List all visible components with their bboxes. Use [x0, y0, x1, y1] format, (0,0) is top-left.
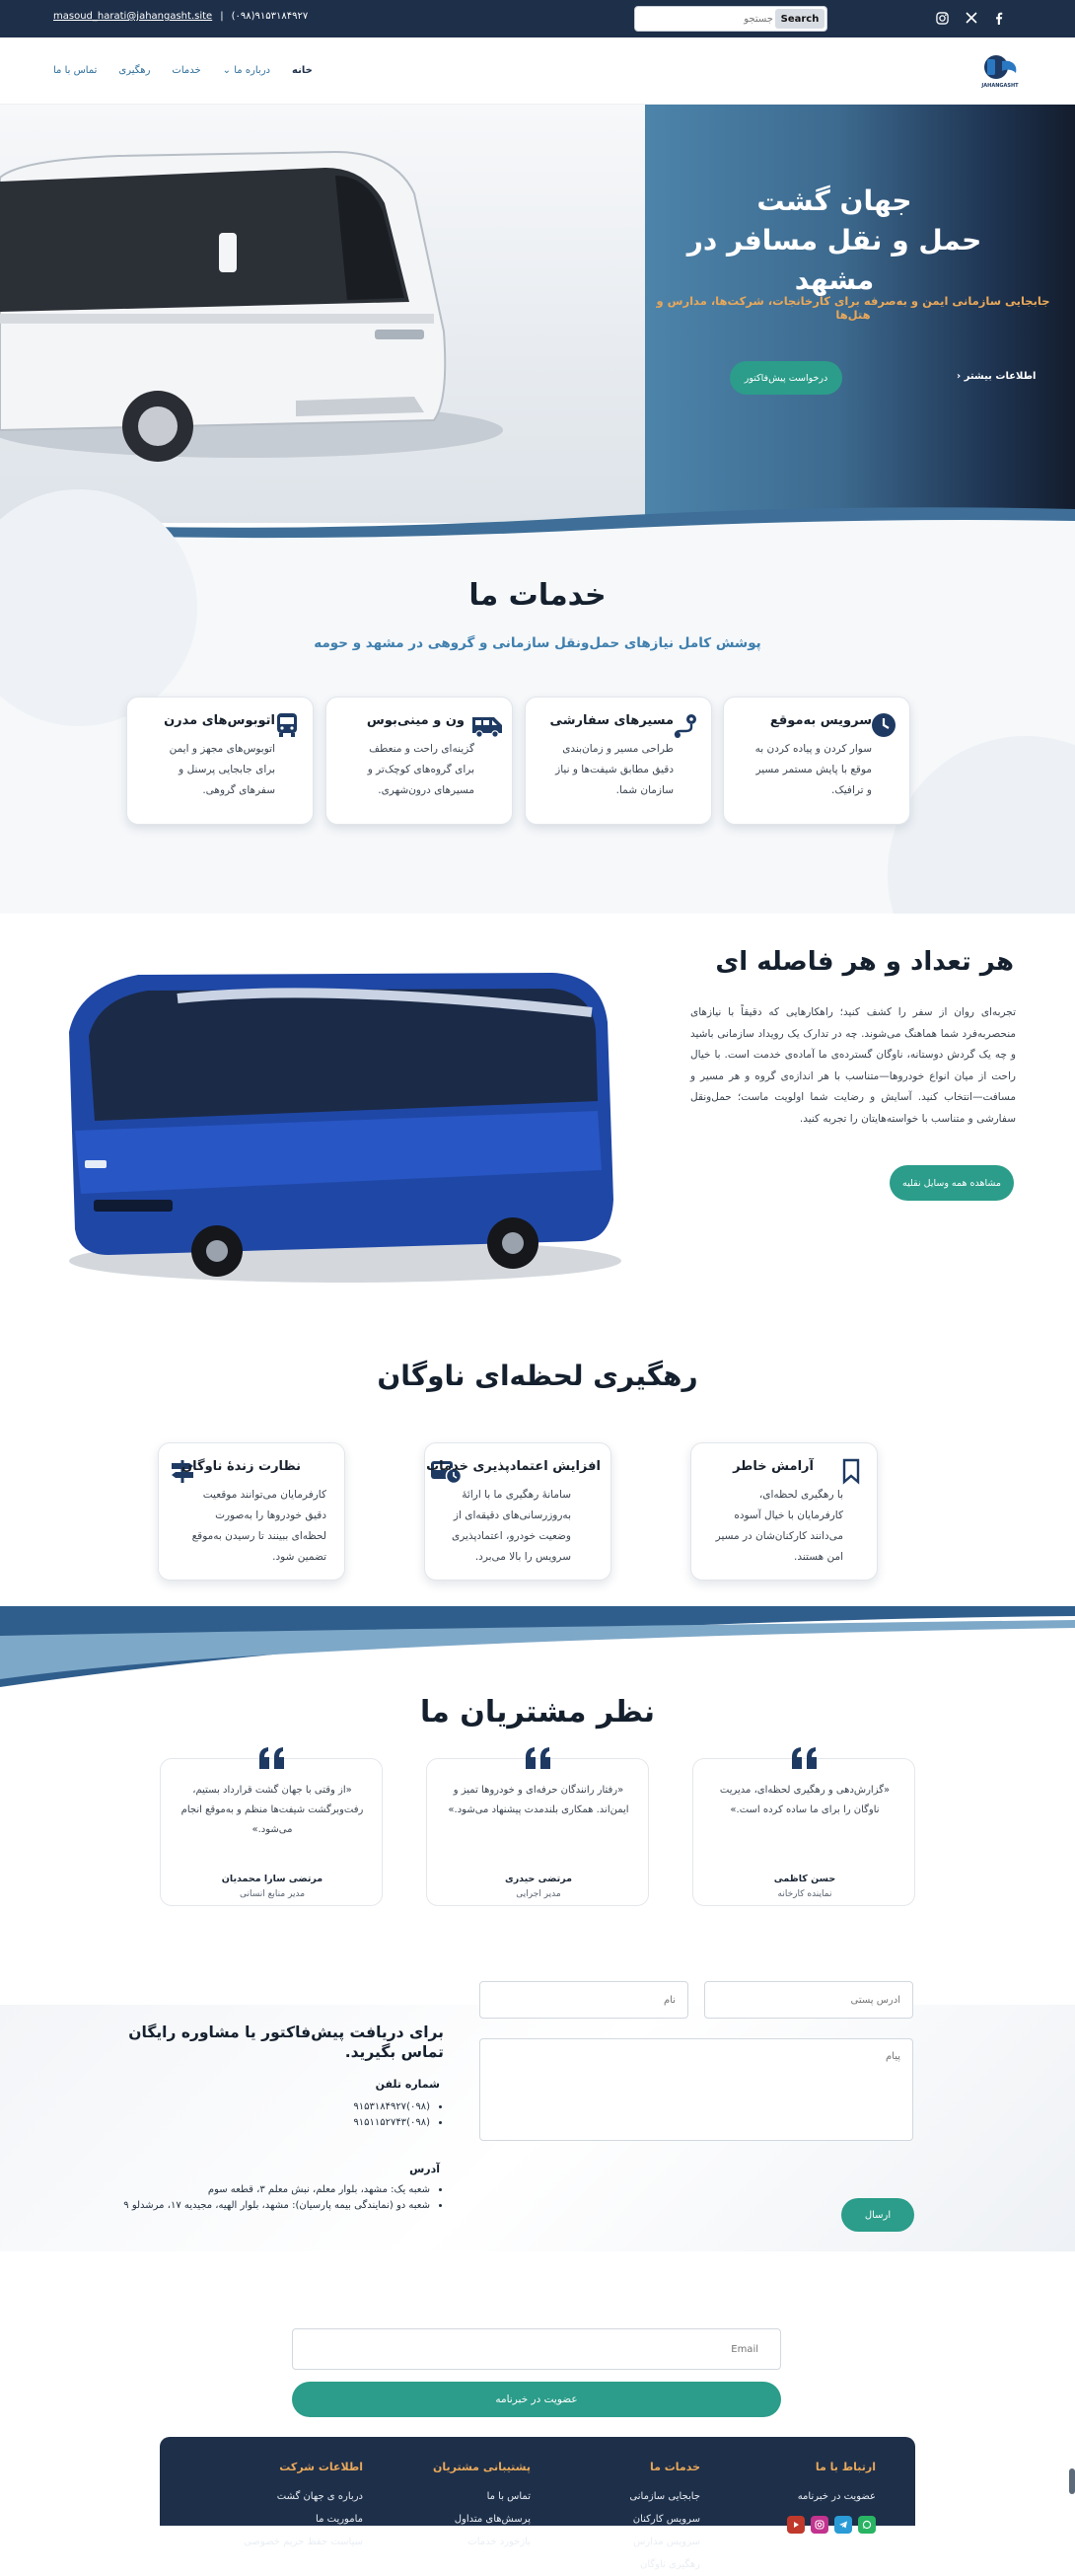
hero-image-pane [0, 105, 645, 523]
whatsapp-icon[interactable] [858, 2516, 876, 2534]
phone-item: • (۰۹۸)۹۱۵۳۱۸۴۹۲۷ [353, 2099, 430, 2115]
newsletter-subscribe-button[interactable]: عضویت در خبرنامه [292, 2382, 781, 2417]
top-bar [0, 0, 1075, 37]
footer-heading: پشتیبانی مشتریان [433, 2461, 531, 2473]
search-input[interactable] [639, 9, 773, 29]
testimonial-card [692, 1758, 915, 1906]
footer-link[interactable]: سیاست حفظ حریم خصوصی [244, 2537, 363, 2547]
quote-icon [790, 1745, 820, 1771]
postal-address-field[interactable] [704, 1981, 913, 2019]
testimonial-quote: «از وقتی با جهان گشت قرارداد بستیم، رفت‌وبرگشت شیفت‌ها منظم و به‌موقع انجام می‌شود.» [180, 1785, 364, 1835]
services-title: خدمات ما [468, 578, 607, 613]
address-item: • شعبه یک: مشهد، بلوار معلم، نبش معلم ۳، قطعه سوم [123, 2182, 430, 2198]
service-card-title: مسیرهای سفارشی [549, 713, 674, 728]
newsletter-email-field[interactable] [292, 2328, 781, 2370]
service-card-text: گزینه‌ای راحت و منعطف برای گروه‌های کوچک‌تر و مسیرهای درون‌شهری. [367, 743, 474, 796]
service-card-van[interactable] [325, 697, 513, 825]
view-fleet-button[interactable]: مشاهده همه وسایل نقلیه [890, 1165, 1014, 1201]
phone-item: • (۰۹۸)۹۱۵۱۱۵۲۷۴۳ [353, 2115, 430, 2131]
address-item: • شعبه دو (نمایندگی بیمه پارسیان): مشهد، بلوار الهیه، مجیدیه ۱۷، مرشدلو ۹ [123, 2198, 430, 2214]
separator: | [220, 11, 224, 22]
tracking-card-title: افزایش اعتمادپذیری خدمات [426, 1459, 601, 1474]
footer-col-services [629, 2461, 700, 2576]
services-section [0, 549, 1075, 914]
footer-link[interactable]: پرسش‌های متداول [454, 2514, 531, 2525]
send-button[interactable]: ارسال [841, 2198, 914, 2232]
hero-bus-image [0, 105, 645, 523]
tracking-card-peace-of-mind[interactable] [690, 1442, 878, 1581]
quote-icon [524, 1745, 553, 1771]
tracking-section [0, 1320, 1075, 1687]
quote-request-button[interactable]: درخواست پیش‌فاکتور [730, 361, 842, 395]
service-card-text: سوار کردن و پیاده کردن به موقع با پایش مستمر مسیر و ترافیک. [754, 743, 872, 796]
topbar-email-link[interactable]: masoud_harati@jahangasht.site [53, 11, 213, 22]
service-card-custom-routes[interactable] [525, 697, 712, 825]
services-subtitle: پوشش کامل نیازهای حمل‌ونقل سازمانی و گروهی در مشهد و حومه [314, 635, 761, 651]
search-button[interactable]: Search [775, 9, 824, 29]
footer-link[interactable]: درباره ی جهان گشت [276, 2491, 363, 2502]
testimonials-title: نظر مشتریان ما [419, 1695, 656, 1730]
facebook-icon[interactable] [990, 9, 1008, 27]
footer-col-support [433, 2461, 531, 2553]
phone-list [353, 2099, 444, 2131]
testimonial-name: مرتضی سارا محمدیان [221, 1874, 323, 1884]
footer-link[interactable]: سرویس مدارس [633, 2537, 700, 2547]
footer-heading: ارتباط با ما [815, 2461, 876, 2473]
testimonial-card [426, 1758, 649, 1906]
chevron-down-icon: ⌄ [222, 65, 235, 76]
route-icon [672, 711, 699, 739]
footer-link[interactable]: رهگیری ناوگان [640, 2559, 700, 2570]
testimonial-quote: «گزارش‌دهی و رهگیری لحظه‌ای، مدیریت ناوگان را برای ما ساده کرده است.» [719, 1785, 891, 1815]
nav-item-about-label: درباره ما [234, 65, 270, 76]
testimonial-name: حسن کاظمی [773, 1874, 836, 1884]
youtube-icon[interactable] [787, 2516, 805, 2534]
footer-link[interactable]: سرویس کارکنان [632, 2514, 700, 2525]
tracking-card-text: سامانهٔ رهگیری ما با ارائهٔ به‌روزرسانی‌های دقیقه‌ای از وضعیت خودرو، اعتمادپذیری سرویس را بالا می‌برد. [452, 1489, 571, 1563]
clock-icon [870, 711, 897, 739]
tracking-wave-divider [0, 1606, 1075, 1687]
footer-link[interactable]: جابجایی سازمانی [629, 2491, 700, 2502]
instagram-icon[interactable] [811, 2516, 828, 2534]
service-card-title: سرویس به‌موقع [769, 713, 872, 728]
nav-item-about[interactable] [223, 65, 270, 76]
tracking-card-text: کارفرمایان می‌توانند موقعیت دقیق خودروها را به‌صورت لحظه‌ای ببینند تا رسیدن به‌موقع تضمین شود. [191, 1489, 326, 1563]
footer-link[interactable]: تماس با ما [486, 2491, 531, 2502]
nav-item-services[interactable]: خدمات [172, 65, 201, 76]
topbar-phone: (۰۹۸)۹۱۵۳۱۸۴۹۲۷ [231, 11, 309, 22]
hero-section [0, 105, 1075, 549]
footer-col-connect [787, 2461, 876, 2534]
contact-title: برای دریافت پیش‌فاکتور یا مشاوره رایگان تماس بگیرید. [128, 2024, 444, 2061]
nav-item-tracking[interactable]: رهگیری [118, 65, 151, 76]
service-card-modern-bus[interactable] [126, 697, 314, 825]
message-field[interactable] [479, 2038, 913, 2141]
footer-link[interactable]: ماموریت ما [316, 2514, 363, 2525]
tracking-card-reliability[interactable] [424, 1442, 611, 1581]
bus-icon [273, 711, 301, 739]
logo-text: JAHANGASHT [981, 83, 1019, 89]
telegram-icon[interactable] [834, 2516, 852, 2534]
site-footer [160, 2437, 915, 2570]
service-card-ontime[interactable] [723, 697, 910, 825]
fleet-description: تجربه‌ای روان از سفر را کشف کنید؛ راهکارهایی که دقیقاً با نیازهای منحصربه‌فرد شما هماهنگ می‌شوند. چه در تدارک یک رویداد سازمانی باشید و چه یک گردش دوستانه، ناوگان گسترده‌ی ما آماده‌ی خدمت است. با خیال راحت از میان انواع خودروها—متناسب با هر اندازه‌ی گروه و هر مسیر و مسافت—انتخاب کنید. آسایش و رضایت شما اولویت ماست؛ حمل‌ونقل سفارشی و متناسب با خواسته‌هایتان را تجربه کنید. [690, 1006, 1016, 1125]
footer-heading: خدمات ما [649, 2461, 700, 2473]
footer-col-company [244, 2461, 363, 2553]
testimonial-role: مدیر اجرایی [516, 1889, 561, 1899]
service-card-text: اتوبوس‌های مجهز و ایمن برای جابجایی پرسنل و سفرهای گروهی. [169, 743, 275, 796]
site-logo[interactable] [978, 51, 1022, 91]
service-card-title: اتوبوس‌های مدرن [164, 713, 275, 728]
topbar-contact [53, 11, 308, 22]
footer-link-newsletter[interactable]: عضویت در خبرنامه [797, 2491, 876, 2502]
quote-icon [257, 1745, 287, 1771]
service-card-title: ون و مینی‌بوس [366, 713, 465, 728]
van-icon [470, 711, 504, 739]
footer-social-icons [787, 2516, 876, 2534]
testimonial-quote: «رفتار رانندگان حرفه‌ای و خودروها تمیز و ایمن‌اند. همکاری بلندمدت پیشنهاد می‌شود.» [448, 1785, 629, 1815]
testimonial-role: نماینده کارخانه [777, 1889, 832, 1899]
service-card-text: طراحی مسیر و زمان‌بندی دقیق مطابق شیفت‌ها و نیاز سازمان شما. [555, 743, 674, 796]
footer-heading: اطلاعات شرکت [279, 2461, 363, 2473]
address-label: آدرس [409, 2163, 440, 2175]
scrollbar-handle[interactable] [1069, 2468, 1075, 2494]
testimonial-name: مرتضی حیدری [504, 1874, 573, 1884]
blue-bus-image [0, 914, 673, 1320]
tracking-card-title: نظارت زندهٔ ناوگان [181, 1459, 301, 1474]
chevron-left-icon: ‹ [957, 371, 962, 382]
search-box [634, 6, 827, 32]
tracking-card-title: آرامش خاطر [733, 1459, 814, 1474]
footer-link[interactable]: بازخورد خدمات [467, 2537, 531, 2547]
nav-menu [53, 65, 313, 76]
hero-title-line2: حمل و نقل مسافر در مشهد [686, 224, 982, 296]
main-nav [0, 37, 1075, 105]
hero-subtitle: جابجایی سازمانی ایمن و به‌صرفه برای کارخانجات، شرکت‌ها، مدارس و هتل‌ها [656, 294, 1050, 322]
nav-item-home[interactable]: خانه [292, 65, 313, 76]
instagram-icon[interactable] [933, 9, 951, 27]
name-field[interactable] [479, 1981, 688, 2019]
phone-label: شماره تلفن [375, 2078, 440, 2091]
hero-title-line1: جهان گشت [756, 184, 912, 217]
nav-item-contact[interactable]: تماس با ما [53, 65, 98, 76]
fleet-section [0, 914, 1075, 1320]
x-icon[interactable] [963, 9, 980, 27]
hero-title [667, 182, 1002, 300]
tracking-title: رهگیری لحظه‌ای ناوگان [377, 1360, 698, 1392]
bookmark-icon [837, 1457, 865, 1485]
fleet-image-pane [0, 914, 673, 1320]
fleet-title: هر تعداد و هر فاصله ای [715, 947, 1014, 977]
tracking-card-text: با رهگیری لحظه‌ای، کارفرمایان با خیال آسوده می‌دانند کارکنان‌شان در مسیر امن هستند. [715, 1489, 843, 1563]
testimonials-section [0, 1687, 1075, 2005]
tracking-card-live-monitoring[interactable] [158, 1442, 345, 1581]
testimonial-card [160, 1758, 383, 1906]
address-list [123, 2182, 444, 2214]
testimonial-role: مدیر منابع انسانی [239, 1889, 306, 1899]
hero-more-link[interactable] [957, 371, 1036, 382]
hero-more-label: اطلاعات بیشتر [964, 371, 1037, 382]
